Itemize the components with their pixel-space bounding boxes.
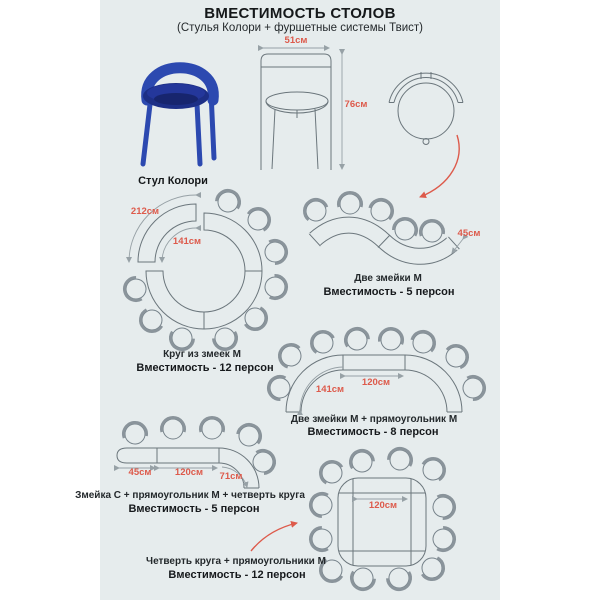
chair-top-view-icon	[441, 341, 472, 372]
arch-dim-rect: 120см	[361, 377, 391, 388]
page-title: ВМЕСТИМОСТЬ СТОЛОВ	[204, 5, 396, 22]
square-name: Четверть круга + прямоугольники М	[146, 556, 326, 567]
chair-top-view-icon	[391, 216, 419, 243]
chair-top-view-icon	[243, 204, 274, 235]
snake-capacity: Вместимость - 5 персон	[323, 286, 455, 298]
chair-front-view-drawing	[261, 54, 331, 170]
circle-dim-inner: 141см	[172, 236, 202, 247]
chair-top-view-icon	[300, 195, 331, 226]
chair-top-view-icon	[366, 195, 397, 225]
bar-name: Змейка С + прямоугольник М + четверть круга	[75, 490, 305, 501]
curved-arrow-icon	[251, 523, 297, 551]
chair-top-view-icon	[418, 454, 449, 485]
chair-top-view-icon	[240, 303, 271, 334]
chair-top-view-icon	[122, 275, 149, 303]
bar-dim-quarter: 71см	[219, 471, 243, 482]
chair-top-view-icon	[201, 417, 224, 439]
chair-top-view-icon	[408, 327, 439, 357]
chair-top-view-icon	[262, 238, 289, 266]
square-dim-rect: 120см	[368, 500, 398, 511]
chair-top-view-icon	[385, 565, 413, 592]
circle-config-drawing	[138, 204, 262, 329]
kolori-chair-photo	[143, 68, 214, 164]
arch-name: Две змейки М + прямоугольник М	[290, 414, 458, 425]
square-config-chairs	[308, 446, 457, 593]
arch-dim-radius: 141см	[315, 384, 345, 395]
chair-top-view-icon	[214, 187, 243, 215]
chair-top-view-icon	[250, 447, 278, 476]
chair-top-view-icon	[460, 374, 487, 402]
chair-top-view-icon	[378, 327, 403, 351]
chair-top-view-icon	[339, 192, 362, 214]
bar-capacity: Вместимость - 5 персон	[128, 503, 260, 515]
chair-height-dim: 76см	[344, 99, 368, 110]
chair-top-view-icon	[386, 446, 414, 473]
arch-config-chairs	[266, 325, 487, 401]
square-config-drawing	[338, 478, 426, 566]
chair-top-view-icon	[316, 457, 347, 488]
page-subtitle: (Стулья Колори + фуршетные системы Твист)	[177, 22, 423, 34]
chair-top-view-icon	[136, 305, 167, 336]
chair-photo-label: Стул Колори	[138, 175, 208, 187]
chair-top-view-icon	[263, 274, 289, 301]
chair-top-view-icon	[162, 417, 185, 439]
snake-name: Две змейки М	[354, 273, 422, 284]
chair-top-view-icon	[275, 340, 305, 371]
chair-top-view-icon	[348, 565, 377, 593]
chair-dimension-lines	[263, 48, 342, 169]
chair-top-view-icon	[308, 491, 335, 519]
square-capacity: Вместимость - 12 персон	[168, 569, 306, 581]
circle-capacity: Вместимость - 12 персон	[136, 362, 274, 374]
bar-dim-rect: 120см	[174, 467, 204, 478]
chair-top-view-icon	[342, 325, 371, 353]
chair-top-view-icon	[417, 553, 448, 584]
circle-dim-outer: 212см	[130, 206, 160, 217]
arch-capacity: Вместимость - 8 персон	[307, 426, 439, 438]
chair-top-view-icon	[123, 422, 148, 445]
snake-dim-width: 45см	[457, 228, 481, 239]
chair-top-view-icon	[307, 327, 338, 358]
chair-top-view-icon	[347, 447, 376, 475]
chair-width-dim: 51см	[284, 35, 308, 46]
chair-top-view-icon	[431, 493, 457, 520]
chair-top-view-icon	[420, 220, 445, 243]
chair-top-view-icon	[234, 421, 264, 450]
chair-top-view-icon	[430, 525, 457, 553]
chair-top-view-icon	[389, 72, 463, 145]
bar-dim-snake: 45см	[128, 467, 152, 478]
chair-top-view-icon	[308, 525, 335, 553]
circle-name: Круг из змеек М	[163, 349, 241, 360]
chair-top-view-icon	[266, 374, 292, 401]
